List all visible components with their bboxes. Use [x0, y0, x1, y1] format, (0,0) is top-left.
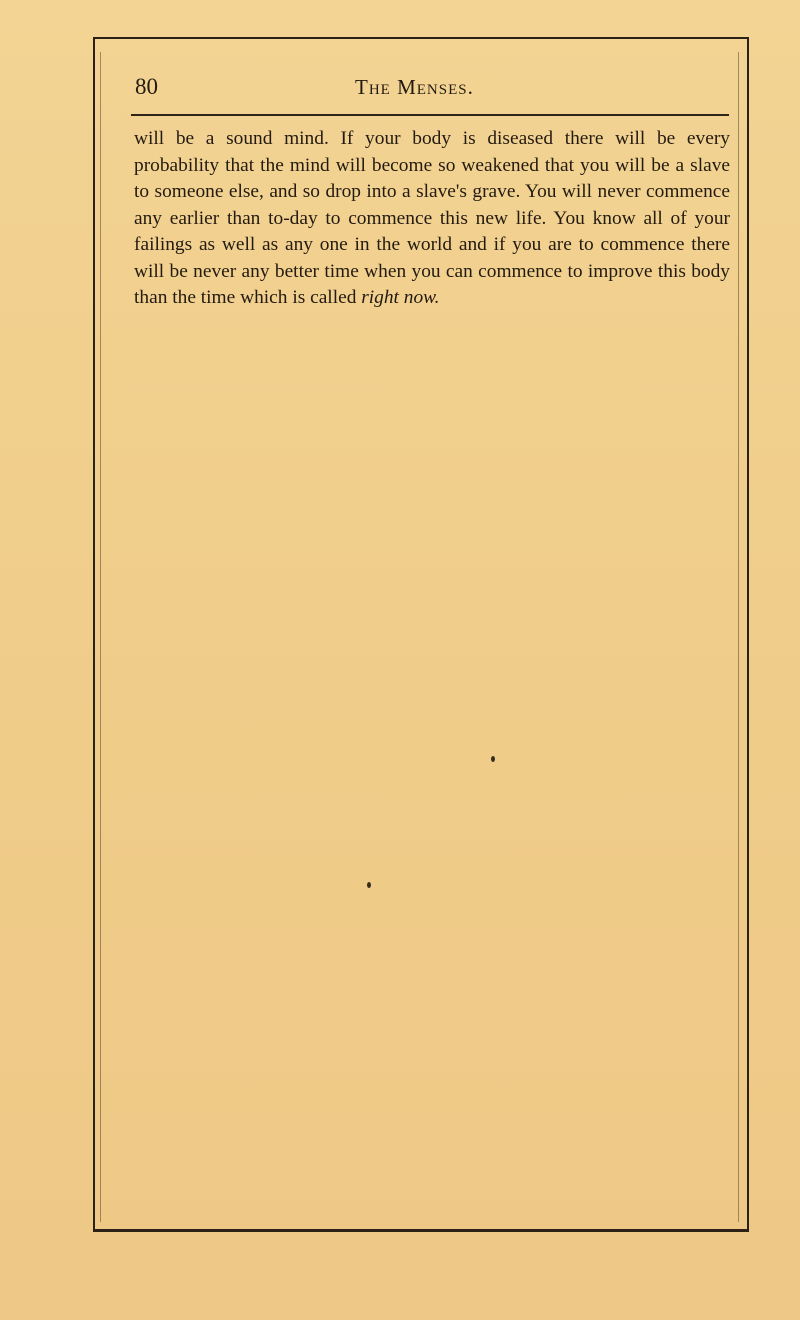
- right-margin-rule: [738, 52, 739, 1222]
- paper-speck: [367, 882, 371, 888]
- running-head: [135, 72, 731, 102]
- body-paragraph: [134, 126, 730, 312]
- left-margin-rule: [100, 52, 101, 1222]
- running-title: The Menses.: [355, 75, 474, 99]
- header-rule: [131, 114, 729, 116]
- paper-speck: [491, 756, 495, 762]
- page-number: 80: [135, 74, 158, 99]
- emphasized-text: right now.: [361, 287, 440, 308]
- body-text: will be a sound mind. If your body is diseased there will be every probability that the mind will become so weakened that you will be a slave to someone else, and so drop into a slave's grave. You will never commence any earlier than to-day to commence this new life. You know all of your failings as well as any one in the world and if you are to commence there will be never any better time when you can commence to improve this body than the time which is called: [134, 128, 730, 308]
